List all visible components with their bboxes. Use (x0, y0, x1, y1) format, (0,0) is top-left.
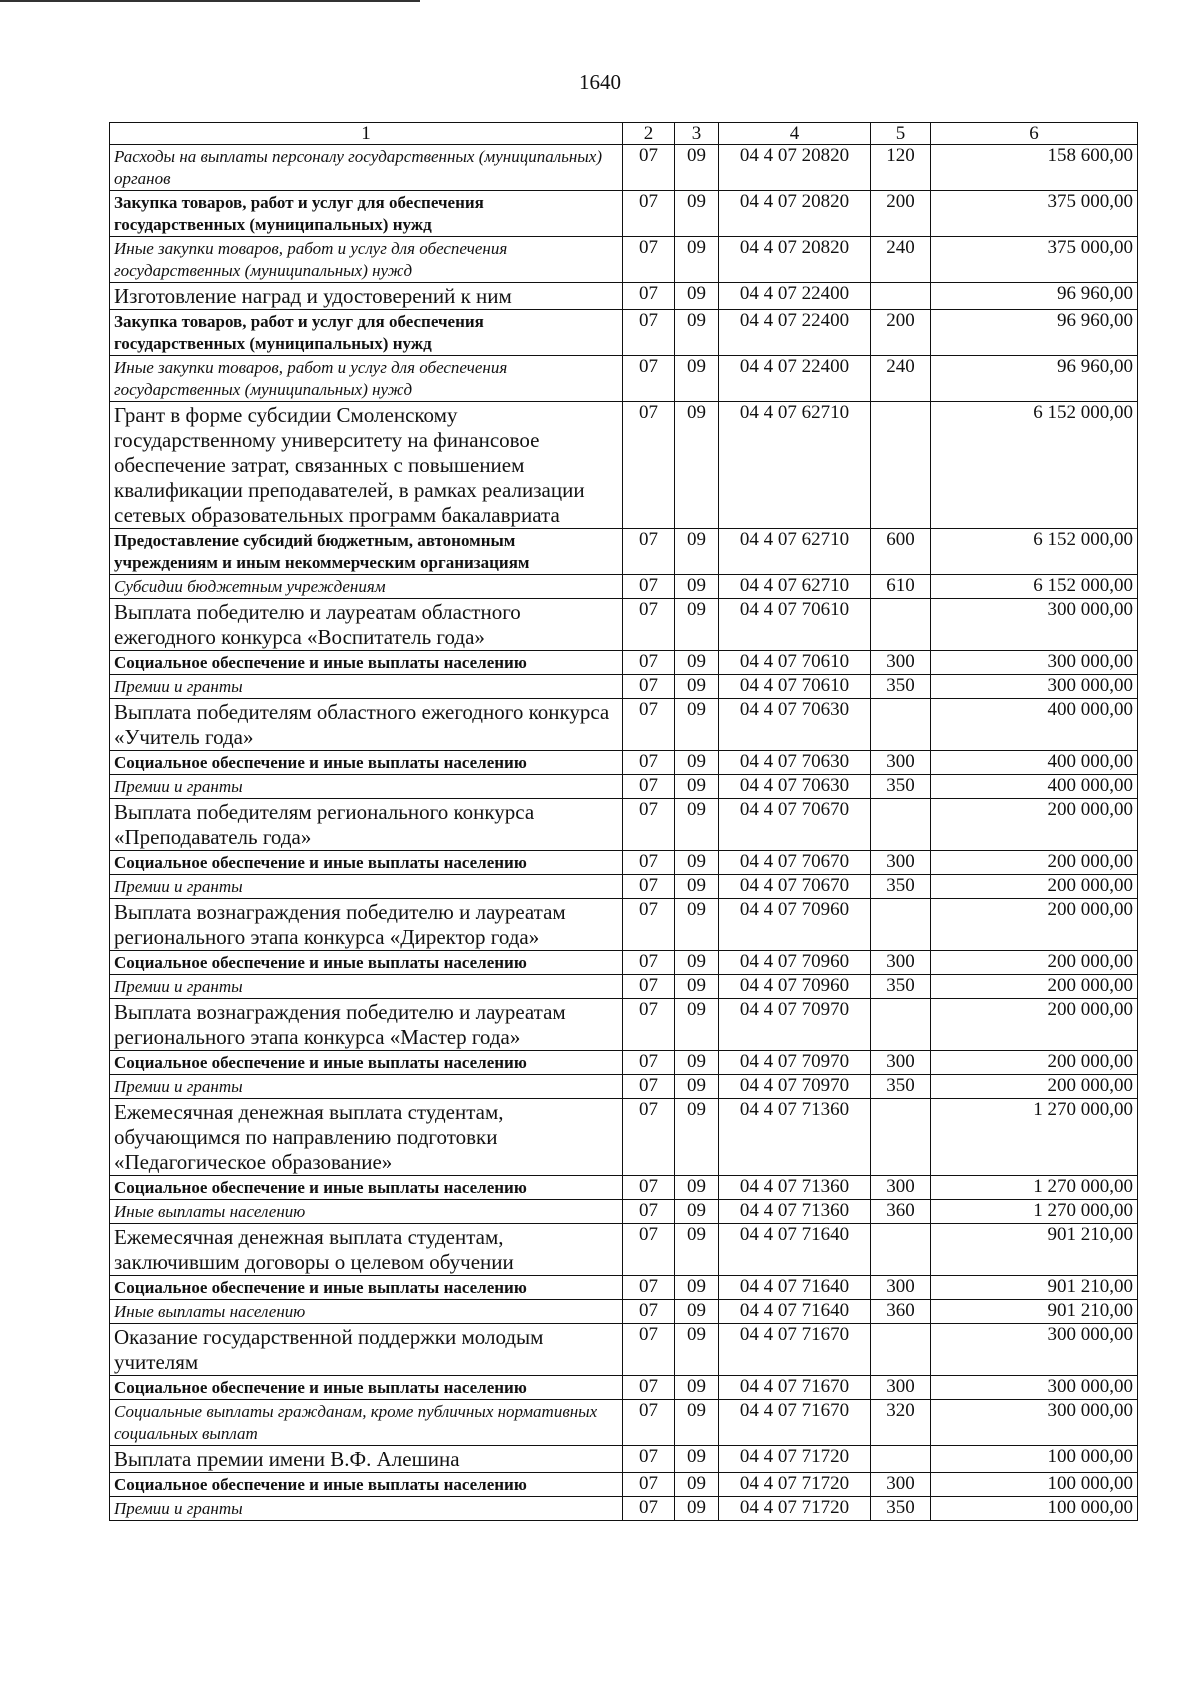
row-section-code: 07 (623, 899, 675, 951)
row-target-code: 04 4 07 71670 (719, 1376, 871, 1400)
row-subsection-code: 09 (675, 1300, 719, 1324)
row-amount: 200 000,00 (931, 899, 1138, 951)
row-section-code: 07 (623, 1376, 675, 1400)
row-expense-type (871, 283, 931, 310)
row-target-code: 04 4 07 70970 (719, 999, 871, 1051)
row-target-code: 04 4 07 71670 (719, 1400, 871, 1446)
table-row (110, 529, 1138, 575)
row-target-code: 04 4 07 70970 (719, 1051, 871, 1075)
row-amount: 300 000,00 (931, 1324, 1138, 1376)
row-expense-type: 350 (871, 1497, 931, 1521)
row-description: Выплата вознаграждения победителю и лауреатам регионального этапа конкурса «Директор года» (110, 899, 623, 951)
table-row (110, 191, 1138, 237)
row-target-code: 04 4 07 20820 (719, 237, 871, 283)
row-target-code: 04 4 07 70670 (719, 799, 871, 851)
row-subsection-code: 09 (675, 775, 719, 799)
row-target-code: 04 4 07 71640 (719, 1224, 871, 1276)
row-section-code: 07 (623, 1473, 675, 1497)
row-section-code: 07 (623, 1446, 675, 1473)
table-header-row (110, 123, 1138, 145)
row-target-code: 04 4 07 70960 (719, 899, 871, 951)
table-row (110, 1224, 1138, 1276)
table-row (110, 575, 1138, 599)
row-description: Изготовление наград и удостоверений к ним (110, 283, 623, 310)
table-row (110, 1051, 1138, 1075)
row-expense-type: 350 (871, 1075, 931, 1099)
row-section-code: 07 (623, 651, 675, 675)
row-amount: 200 000,00 (931, 975, 1138, 999)
row-section-code: 07 (623, 599, 675, 651)
row-description: Расходы на выплаты персоналу государственных (муниципальных) органов (110, 145, 623, 191)
row-amount: 200 000,00 (931, 799, 1138, 851)
row-expense-type: 300 (871, 1276, 931, 1300)
row-amount: 100 000,00 (931, 1473, 1138, 1497)
table-row (110, 145, 1138, 191)
row-subsection-code: 09 (675, 1376, 719, 1400)
row-amount: 901 210,00 (931, 1300, 1138, 1324)
row-expense-type: 240 (871, 356, 931, 402)
row-target-code: 04 4 07 70630 (719, 751, 871, 775)
row-section-code: 07 (623, 1497, 675, 1521)
row-expense-type: 200 (871, 191, 931, 237)
table-row (110, 1300, 1138, 1324)
row-description: Закупка товаров, работ и услуг для обеспечения государственных (муниципальных) нужд (110, 310, 623, 356)
row-section-code: 07 (623, 675, 675, 699)
row-target-code: 04 4 07 70610 (719, 651, 871, 675)
column-header: 5 (871, 123, 931, 145)
row-target-code: 04 4 07 71360 (719, 1200, 871, 1224)
row-subsection-code: 09 (675, 310, 719, 356)
row-target-code: 04 4 07 62710 (719, 402, 871, 529)
row-expense-type: 350 (871, 875, 931, 899)
row-expense-type (871, 1224, 931, 1276)
row-amount: 100 000,00 (931, 1497, 1138, 1521)
row-amount: 400 000,00 (931, 775, 1138, 799)
row-expense-type (871, 1099, 931, 1176)
row-expense-type (871, 1446, 931, 1473)
row-expense-type (871, 402, 931, 529)
row-subsection-code: 09 (675, 851, 719, 875)
column-header: 1 (110, 123, 623, 145)
row-subsection-code: 09 (675, 1099, 719, 1176)
table-row (110, 237, 1138, 283)
row-description: Иные закупки товаров, работ и услуг для обеспечения государственных (муниципальных) нужд (110, 237, 623, 283)
row-subsection-code: 09 (675, 875, 719, 899)
row-target-code: 04 4 07 22400 (719, 356, 871, 402)
row-target-code: 04 4 07 70610 (719, 599, 871, 651)
row-amount: 96 960,00 (931, 356, 1138, 402)
row-section-code: 07 (623, 1099, 675, 1176)
row-subsection-code: 09 (675, 651, 719, 675)
row-amount: 96 960,00 (931, 310, 1138, 356)
row-section-code: 07 (623, 310, 675, 356)
row-expense-type: 300 (871, 1376, 931, 1400)
row-amount: 300 000,00 (931, 1400, 1138, 1446)
row-section-code: 07 (623, 1324, 675, 1376)
row-subsection-code: 09 (675, 1400, 719, 1446)
column-header: 4 (719, 123, 871, 145)
row-amount: 300 000,00 (931, 1376, 1138, 1400)
row-target-code: 04 4 07 70670 (719, 875, 871, 899)
row-section-code: 07 (623, 875, 675, 899)
row-expense-type: 300 (871, 851, 931, 875)
row-description: Оказание государственной поддержки молодым учителям (110, 1324, 623, 1376)
row-target-code: 04 4 07 20820 (719, 145, 871, 191)
row-target-code: 04 4 07 20820 (719, 191, 871, 237)
row-section-code: 07 (623, 1224, 675, 1276)
row-description: Ежемесячная денежная выплата студентам, заключившим договоры о целевом обучении (110, 1224, 623, 1276)
row-subsection-code: 09 (675, 699, 719, 751)
table-row (110, 951, 1138, 975)
row-description: Премии и гранты (110, 875, 623, 899)
row-target-code: 04 4 07 22400 (719, 310, 871, 356)
row-target-code: 04 4 07 71720 (719, 1473, 871, 1497)
row-section-code: 07 (623, 1075, 675, 1099)
row-section-code: 07 (623, 191, 675, 237)
row-subsection-code: 09 (675, 599, 719, 651)
row-description: Премии и гранты (110, 1075, 623, 1099)
row-subsection-code: 09 (675, 237, 719, 283)
table-row (110, 1473, 1138, 1497)
row-amount: 100 000,00 (931, 1446, 1138, 1473)
row-description: Иные закупки товаров, работ и услуг для обеспечения государственных (муниципальных) нужд (110, 356, 623, 402)
row-expense-type (871, 1324, 931, 1376)
row-section-code: 07 (623, 283, 675, 310)
row-section-code: 07 (623, 1400, 675, 1446)
row-expense-type: 360 (871, 1200, 931, 1224)
row-target-code: 04 4 07 71720 (719, 1497, 871, 1521)
table-row (110, 283, 1138, 310)
row-subsection-code: 09 (675, 1446, 719, 1473)
row-target-code: 04 4 07 70970 (719, 1075, 871, 1099)
row-subsection-code: 09 (675, 1473, 719, 1497)
row-amount: 400 000,00 (931, 751, 1138, 775)
row-target-code: 04 4 07 71670 (719, 1324, 871, 1376)
row-amount: 158 600,00 (931, 145, 1138, 191)
row-subsection-code: 09 (675, 191, 719, 237)
row-subsection-code: 09 (675, 799, 719, 851)
row-target-code: 04 4 07 70610 (719, 675, 871, 699)
row-expense-type: 300 (871, 1473, 931, 1497)
row-target-code: 04 4 07 71360 (719, 1099, 871, 1176)
row-amount: 6 152 000,00 (931, 575, 1138, 599)
row-target-code: 04 4 07 62710 (719, 529, 871, 575)
row-description: Выплата премии имени В.Ф. Алешина (110, 1446, 623, 1473)
row-amount: 400 000,00 (931, 699, 1138, 751)
row-amount: 200 000,00 (931, 1075, 1138, 1099)
row-description: Выплата вознаграждения победителю и лауреатам регионального этапа конкурса «Мастер года» (110, 999, 623, 1051)
row-description: Закупка товаров, работ и услуг для обеспечения государственных (муниципальных) нужд (110, 191, 623, 237)
row-section-code: 07 (623, 402, 675, 529)
row-amount: 1 270 000,00 (931, 1099, 1138, 1176)
row-section-code: 07 (623, 799, 675, 851)
row-expense-type (871, 799, 931, 851)
row-expense-type: 240 (871, 237, 931, 283)
row-description: Социальное обеспечение и иные выплаты населению (110, 1473, 623, 1497)
row-expense-type: 300 (871, 651, 931, 675)
table-row (110, 599, 1138, 651)
table-row (110, 1176, 1138, 1200)
row-amount: 375 000,00 (931, 191, 1138, 237)
row-amount: 200 000,00 (931, 875, 1138, 899)
table-row (110, 899, 1138, 951)
row-expense-type: 300 (871, 951, 931, 975)
row-section-code: 07 (623, 999, 675, 1051)
row-amount: 375 000,00 (931, 237, 1138, 283)
row-expense-type (871, 599, 931, 651)
row-amount: 300 000,00 (931, 599, 1138, 651)
row-amount: 96 960,00 (931, 283, 1138, 310)
table-row (110, 751, 1138, 775)
table-row (110, 851, 1138, 875)
row-target-code: 04 4 07 70960 (719, 975, 871, 999)
row-section-code: 07 (623, 1300, 675, 1324)
row-amount: 901 210,00 (931, 1224, 1138, 1276)
row-subsection-code: 09 (675, 283, 719, 310)
budget-table (109, 122, 1138, 1521)
row-section-code: 07 (623, 851, 675, 875)
row-section-code: 07 (623, 699, 675, 751)
row-subsection-code: 09 (675, 751, 719, 775)
row-target-code: 04 4 07 70630 (719, 699, 871, 751)
row-amount: 300 000,00 (931, 651, 1138, 675)
row-description: Предоставление субсидий бюджетным, автономным учреждениям и иным некоммерческим организациям (110, 529, 623, 575)
table-row (110, 1276, 1138, 1300)
table-row (110, 1400, 1138, 1446)
row-expense-type: 350 (871, 675, 931, 699)
row-section-code: 07 (623, 237, 675, 283)
row-section-code: 07 (623, 145, 675, 191)
row-subsection-code: 09 (675, 899, 719, 951)
table-row (110, 999, 1138, 1051)
row-description: Субсидии бюджетным учреждениям (110, 575, 623, 599)
table-row (110, 875, 1138, 899)
scan-top-line (0, 0, 420, 2)
table-row (110, 1099, 1138, 1176)
row-description: Социальное обеспечение и иные выплаты населению (110, 651, 623, 675)
table-row (110, 1075, 1138, 1099)
row-subsection-code: 09 (675, 1324, 719, 1376)
row-section-code: 07 (623, 356, 675, 402)
row-description: Выплата победителям областного ежегодного конкурса «Учитель года» (110, 699, 623, 751)
row-description: Социальное обеспечение и иные выплаты населению (110, 1376, 623, 1400)
row-description: Социальное обеспечение и иные выплаты населению (110, 951, 623, 975)
row-expense-type (871, 699, 931, 751)
row-expense-type: 320 (871, 1400, 931, 1446)
row-description: Социальное обеспечение и иные выплаты населению (110, 1176, 623, 1200)
row-subsection-code: 09 (675, 675, 719, 699)
table-row (110, 799, 1138, 851)
row-amount: 200 000,00 (931, 999, 1138, 1051)
table-row (110, 1324, 1138, 1376)
table-row (110, 1497, 1138, 1521)
row-description: Социальное обеспечение и иные выплаты населению (110, 1051, 623, 1075)
row-section-code: 07 (623, 975, 675, 999)
row-subsection-code: 09 (675, 529, 719, 575)
row-amount: 1 270 000,00 (931, 1176, 1138, 1200)
table-row (110, 1446, 1138, 1473)
row-expense-type: 300 (871, 1051, 931, 1075)
row-amount: 1 270 000,00 (931, 1200, 1138, 1224)
row-expense-type: 300 (871, 751, 931, 775)
row-description: Премии и гранты (110, 975, 623, 999)
row-amount: 901 210,00 (931, 1276, 1138, 1300)
row-description: Социальное обеспечение и иные выплаты населению (110, 851, 623, 875)
row-subsection-code: 09 (675, 402, 719, 529)
row-subsection-code: 09 (675, 1497, 719, 1521)
row-expense-type: 300 (871, 1176, 931, 1200)
row-description: Грант в форме субсидии Смоленскому государственному университету на финансовое обеспечение затрат, связанных с повышением квалификации преподавателей, в рамках реализации сетевых образовательных программ бакалавриата (110, 402, 623, 529)
row-target-code: 04 4 07 22400 (719, 283, 871, 310)
table-row (110, 699, 1138, 751)
row-target-code: 04 4 07 70670 (719, 851, 871, 875)
row-description: Премии и гранты (110, 675, 623, 699)
row-subsection-code: 09 (675, 575, 719, 599)
row-expense-type (871, 999, 931, 1051)
row-description: Премии и гранты (110, 1497, 623, 1521)
row-description: Ежемесячная денежная выплата студентам, обучающимся по направлению подготовки «Педагогическое образование» (110, 1099, 623, 1176)
row-description: Социальное обеспечение и иные выплаты населению (110, 1276, 623, 1300)
row-description: Иные выплаты населению (110, 1300, 623, 1324)
row-subsection-code: 09 (675, 1200, 719, 1224)
table-row (110, 651, 1138, 675)
row-expense-type: 360 (871, 1300, 931, 1324)
row-section-code: 07 (623, 1051, 675, 1075)
row-amount: 300 000,00 (931, 675, 1138, 699)
row-subsection-code: 09 (675, 1276, 719, 1300)
row-target-code: 04 4 07 70630 (719, 775, 871, 799)
table-row (110, 310, 1138, 356)
row-amount: 6 152 000,00 (931, 529, 1138, 575)
table-row (110, 356, 1138, 402)
table-row (110, 1376, 1138, 1400)
row-target-code: 04 4 07 71640 (719, 1300, 871, 1324)
page-number: 1640 (579, 70, 621, 94)
row-description: Иные выплаты населению (110, 1200, 623, 1224)
row-amount: 200 000,00 (931, 1051, 1138, 1075)
row-description: Премии и гранты (110, 775, 623, 799)
row-amount: 6 152 000,00 (931, 402, 1138, 529)
row-subsection-code: 09 (675, 145, 719, 191)
row-target-code: 04 4 07 71360 (719, 1176, 871, 1200)
row-expense-type: 120 (871, 145, 931, 191)
row-section-code: 07 (623, 1276, 675, 1300)
row-section-code: 07 (623, 951, 675, 975)
row-target-code: 04 4 07 71640 (719, 1276, 871, 1300)
table-row (110, 775, 1138, 799)
row-target-code: 04 4 07 62710 (719, 575, 871, 599)
row-subsection-code: 09 (675, 1075, 719, 1099)
column-header: 6 (931, 123, 1138, 145)
row-amount: 200 000,00 (931, 851, 1138, 875)
column-header: 3 (675, 123, 719, 145)
table-row (110, 402, 1138, 529)
row-expense-type: 350 (871, 975, 931, 999)
row-description: Выплата победителям регионального конкурса «Преподаватель года» (110, 799, 623, 851)
row-target-code: 04 4 07 70960 (719, 951, 871, 975)
table-row (110, 1200, 1138, 1224)
row-section-code: 07 (623, 751, 675, 775)
row-section-code: 07 (623, 1176, 675, 1200)
row-section-code: 07 (623, 575, 675, 599)
column-header: 2 (623, 123, 675, 145)
row-section-code: 07 (623, 529, 675, 575)
row-amount: 200 000,00 (931, 951, 1138, 975)
row-expense-type: 610 (871, 575, 931, 599)
row-description: Выплата победителю и лауреатам областного ежегодного конкурса «Воспитатель года» (110, 599, 623, 651)
row-subsection-code: 09 (675, 356, 719, 402)
table-row (110, 975, 1138, 999)
row-description: Социальные выплаты гражданам, кроме публичных нормативных социальных выплат (110, 1400, 623, 1446)
row-description: Социальное обеспечение и иные выплаты населению (110, 751, 623, 775)
row-expense-type: 600 (871, 529, 931, 575)
row-subsection-code: 09 (675, 975, 719, 999)
row-subsection-code: 09 (675, 999, 719, 1051)
row-subsection-code: 09 (675, 951, 719, 975)
table-row (110, 675, 1138, 699)
row-target-code: 04 4 07 71720 (719, 1446, 871, 1473)
row-expense-type: 350 (871, 775, 931, 799)
row-section-code: 07 (623, 775, 675, 799)
row-section-code: 07 (623, 1200, 675, 1224)
row-subsection-code: 09 (675, 1224, 719, 1276)
row-expense-type: 200 (871, 310, 931, 356)
row-expense-type (871, 899, 931, 951)
row-subsection-code: 09 (675, 1176, 719, 1200)
row-subsection-code: 09 (675, 1051, 719, 1075)
